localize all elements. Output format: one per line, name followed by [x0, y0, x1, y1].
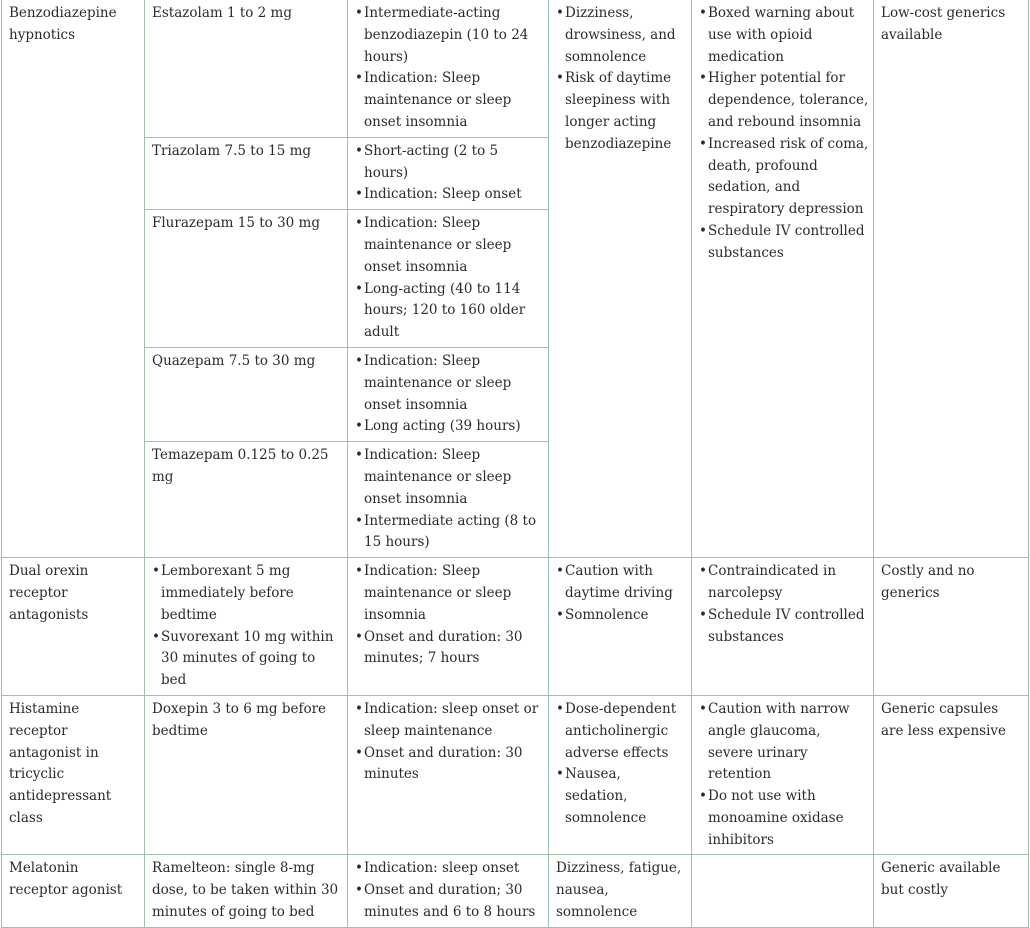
cost-cell [874, 558, 1029, 696]
list-item: • Indication: Sleep maintenance or sleep insomnia [355, 561, 544, 626]
table-row-histamine [2, 695, 1029, 855]
dose-list [152, 561, 343, 692]
warnings-cell [692, 0, 874, 558]
warnings-list [699, 3, 869, 265]
drug-dose-label: Temazepam 0.125 to 0.25 mg [152, 447, 329, 485]
list-item: • Somnolence [556, 605, 687, 627]
drug-dose-cell [145, 695, 348, 855]
cost-label: Costly and no generics [881, 563, 975, 601]
list-item: • Do not use with monoamine oxidase inhibitors [699, 786, 869, 851]
notes-list [355, 141, 544, 206]
drug-dose-cell [145, 210, 348, 348]
list-item: • Indication: sleep onset [355, 858, 544, 880]
table-row-benzodiazepine [2, 0, 1029, 137]
list-item: • Nausea, sedation, somnolence [556, 764, 687, 829]
notes-list [355, 858, 544, 923]
drug-notes-cell [348, 558, 549, 696]
list-item: • Long-acting (40 to 114 hours; 120 to 160 older adult [355, 279, 544, 344]
list-item: • Higher potential for dependence, tolerance, and rebound insomnia [699, 68, 869, 133]
drug-class-label: Melatonin receptor agonist [9, 860, 123, 899]
drug-notes-cell [348, 442, 549, 558]
cost-cell [874, 695, 1029, 855]
notes-list [355, 561, 544, 670]
list-item: • Indication: Sleep maintenance or sleep onset insomnia [355, 68, 544, 133]
notes-list [355, 445, 544, 554]
drug-dose-cell [145, 137, 348, 209]
insomnia-medication-table [1, 0, 1029, 928]
drug-notes-cell [348, 137, 549, 209]
adverse-effects-cell [549, 0, 692, 558]
notes-list [355, 351, 544, 438]
list-item: • Indication: Sleep maintenance or sleep onset insomnia [355, 351, 544, 416]
list-item: • Indication: Sleep onset [355, 184, 544, 206]
adverse-list [556, 3, 687, 156]
drug-class-label: Dual orexin receptor antagonists [9, 563, 89, 623]
adverse-label: Dizziness, fatigue, nausea, somnolence [556, 860, 682, 921]
list-item: • Caution with daytime driving [556, 561, 687, 605]
list-item: • Increased risk of coma, death, profound sedation, and respiratory depression [699, 134, 869, 221]
warnings-cell [692, 695, 874, 855]
drug-dose-label: Doxepin 3 to 6 mg before bedtime [152, 700, 327, 739]
cost-label: Generic capsules are less expensive [881, 700, 1007, 739]
list-item: • Dose-dependent anticholinergic adverse effects [556, 699, 687, 764]
list-item: • Boxed warning about use with opioid medication [699, 3, 869, 68]
cost-cell [874, 0, 1029, 558]
drug-dose-cell [145, 442, 348, 558]
drug-class-cell [2, 855, 145, 928]
drug-dose-cell [145, 558, 348, 696]
drug-notes-cell [348, 210, 549, 348]
table-row-melatonin [2, 855, 1029, 928]
list-item: • Short-acting (2 to 5 hours) [355, 141, 544, 185]
adverse-list [556, 699, 687, 830]
list-item: • Contraindicated in narcolepsy [699, 561, 869, 605]
drug-dose-cell [145, 0, 348, 137]
adverse-list [556, 561, 687, 626]
drug-dose-cell [145, 855, 348, 928]
table-row-dual-orexin [2, 558, 1029, 696]
drug-class-cell [2, 558, 145, 696]
list-item: • Suvorexant 10 mg within 30 minutes of going to bed [152, 627, 343, 692]
list-item: • Indication: Sleep maintenance or sleep onset insomnia [355, 213, 544, 278]
cost-label: Generic available but costly [881, 860, 1001, 899]
drug-dose-label: Triazolam 7.5 to 15 mg [152, 142, 312, 159]
list-item: • Long acting (39 hours) [355, 416, 544, 438]
drug-dose-label: Estazolam 1 to 2 mg [152, 5, 293, 21]
drug-class-cell [2, 0, 145, 558]
drug-dose-label: Flurazepam 15 to 30 mg [152, 215, 320, 232]
list-item: • Schedule IV controlled substances [699, 221, 869, 265]
list-item: • Risk of daytime sleepiness with longer acting benzodiazepine [556, 68, 687, 155]
list-item: • Indication: Sleep maintenance or sleep onset insomnia [355, 445, 544, 510]
drug-notes-cell [348, 347, 549, 441]
warnings-list [699, 699, 869, 852]
warnings-cell [692, 855, 874, 928]
cost-label: Low-cost generics available [881, 5, 1006, 43]
drug-dose-label: Ramelteon: single 8-mg dose, to be taken within 30 minutes of going to bed [152, 860, 339, 921]
drug-dose-label: Quazepam 7.5 to 30 mg [152, 352, 316, 369]
adverse-effects-cell [549, 695, 692, 855]
warnings-cell [692, 558, 874, 696]
drug-notes-cell [348, 855, 549, 928]
list-item: • Onset and duration; 30 minutes and 6 to 8 hours [355, 880, 544, 924]
list-item: • Schedule IV controlled substances [699, 605, 869, 649]
drug-class-cell [2, 695, 145, 855]
list-item: • Caution with narrow angle glaucoma, severe urinary retention [699, 699, 869, 786]
drug-notes-cell [348, 695, 549, 855]
adverse-effects-cell [549, 855, 692, 928]
cost-cell [874, 855, 1029, 928]
list-item: • Intermediate acting (8 to 15 hours) [355, 511, 544, 555]
list-item: • Indication: sleep onset or sleep maintenance [355, 699, 544, 743]
notes-list [355, 699, 544, 786]
list-item: • Intermediate-acting benzodiazepin (10 to 24 hours) [355, 3, 544, 68]
drug-dose-cell [145, 347, 348, 441]
warnings-list [699, 561, 869, 648]
drug-class-label: Benzodiazepine hypnotics [9, 5, 117, 43]
list-item: • Lemborexant 5 mg immediately before bedtime [152, 561, 343, 626]
adverse-effects-cell [549, 558, 692, 696]
drug-notes-cell [348, 0, 549, 137]
list-item: • Onset and duration: 30 minutes [355, 743, 544, 787]
notes-list [355, 3, 544, 134]
notes-list [355, 213, 544, 344]
list-item: • Onset and duration: 30 minutes; 7 hours [355, 627, 544, 671]
drug-class-label: Histamine receptor antagonist in tricyclic antidepressant class [9, 700, 112, 826]
list-item: • Dizziness, drowsiness, and somnolence [556, 3, 687, 68]
